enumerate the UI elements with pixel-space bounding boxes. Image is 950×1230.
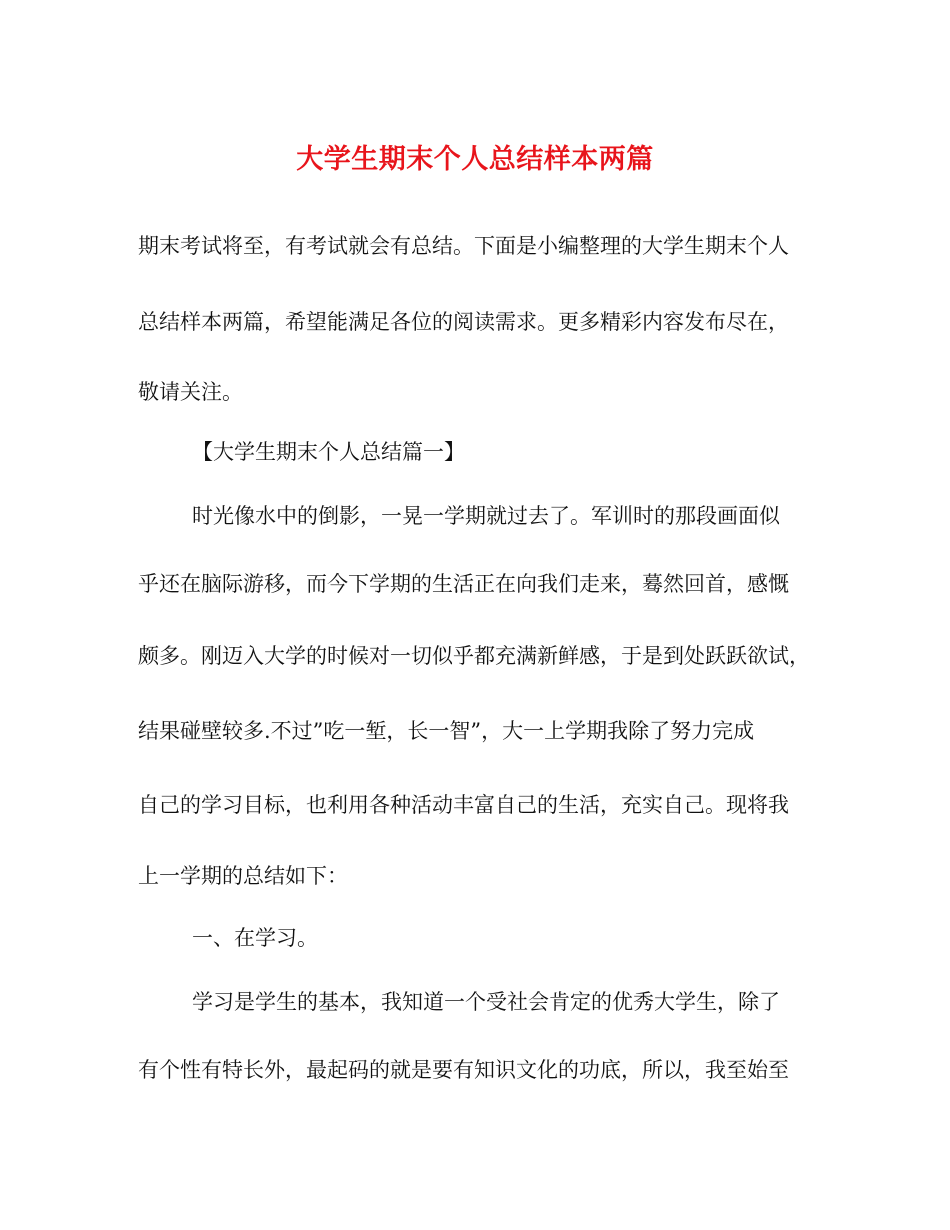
paragraph-line: 有个性有特长外，最起码的就是要有知识文化的功底，所以，我至始至 [138,1058,789,1082]
section-heading: 【大学生期末个人总结篇一】 [192,440,465,464]
section-heading: 一、在学习。 [192,926,318,950]
paragraph-line: 敬请关注。 [138,380,243,404]
paragraph-line: 结果碰壁较多.不过”吃一堑，长一智”，大一上学期我除了努力完成 [138,719,755,743]
document-title: 大学生期末个人总结样本两篇 [296,144,654,175]
paragraph-line: 颇多。刚迈入大学的时候对一切似乎都充满新鲜感，于是到处跃跃欲试， [138,644,810,668]
paragraph-line: 学习是学生的基本，我知道一个受社会肯定的优秀大学生，除了 [192,990,780,1014]
paragraph-line: 期末考试将至，有考试就会有总结。下面是小编整理的大学生期末个人 [138,234,789,258]
paragraph-line: 时光像水中的倒影，一晃一学期就过去了。军训时的那段画面似 [192,504,780,528]
paragraph-line: 总结样本两篇，希望能满足各位的阅读需求。更多精彩内容发布尽在， [138,310,789,334]
paragraph-line: 上一学期的总结如下： [138,864,348,888]
paragraph-line: 自己的学习目标，也利用各种活动丰富自己的生活，充实自己。现将我 [138,793,789,817]
paragraph-line: 乎还在脑际游移，而今下学期的生活正在向我们走来，蓦然回首，感慨 [138,572,789,596]
